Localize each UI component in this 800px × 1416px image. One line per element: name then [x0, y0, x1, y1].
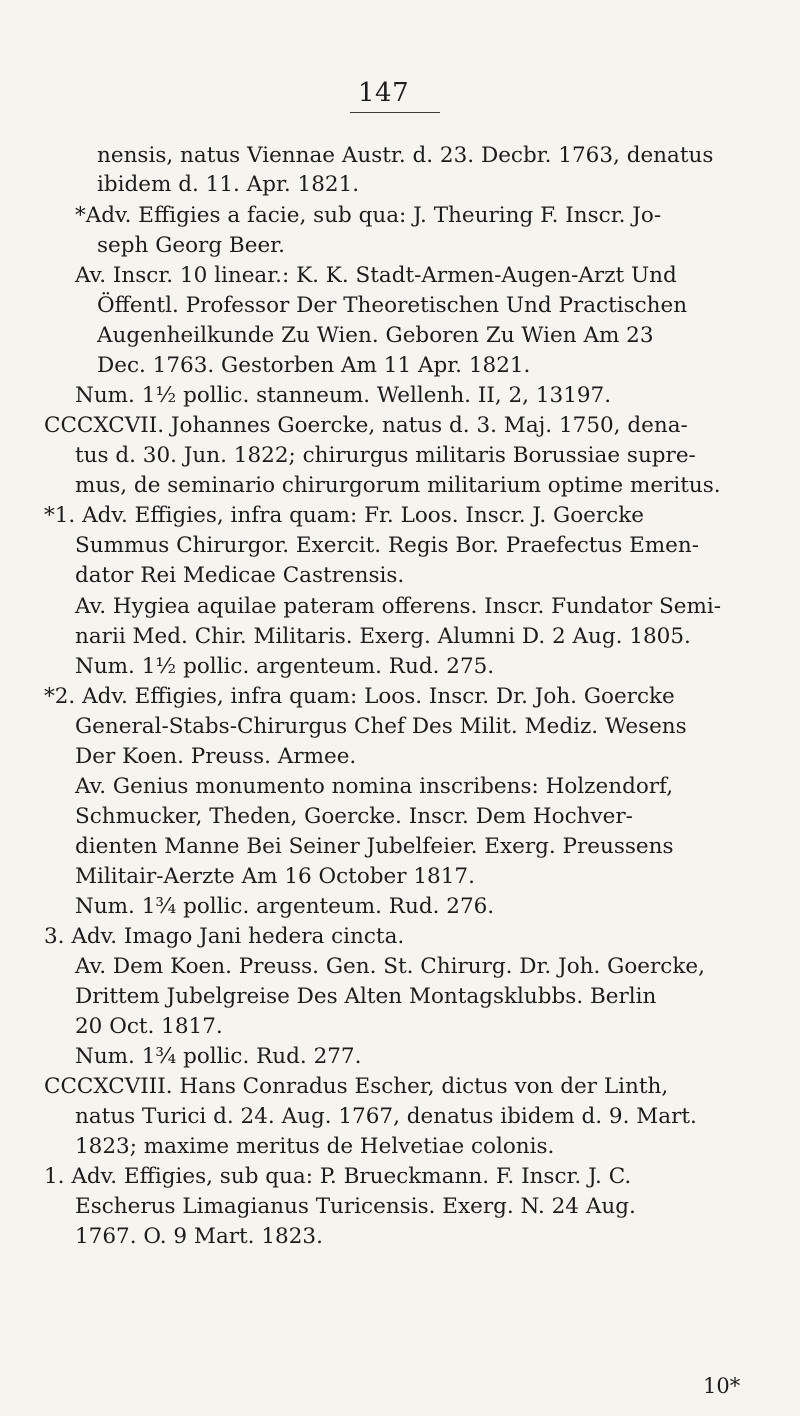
text-line: 1823; maxime meritus de Helvetiae colonis.	[75, 1134, 555, 1159]
text-line: 3. Adv. Imago Jani hedera cincta.	[44, 924, 405, 949]
text-line: Av. Hygiea aquilae pateram offerens. Inscr. Fundator Semi-	[75, 594, 722, 619]
text-line: mus, de seminario chirurgorum militarium optime meritus.	[75, 473, 721, 498]
text-line: Schmucker, Theden, Goercke. Inscr. Dem Hochver-	[75, 804, 633, 829]
text-line: Av. Genius monumento nomina inscribens: Holzendorf,	[75, 774, 674, 799]
text-line: 20 Oct. 1817.	[75, 1014, 223, 1039]
page-number: 147	[358, 78, 410, 108]
text-line: *2. Adv. Effigies, infra quam: Loos. Inscr. Dr. Joh. Goercke	[44, 684, 675, 709]
text-line: Drittem Jubelgreise Des Alten Montagsklubbs. Berlin	[75, 984, 657, 1009]
text-line: dator Rei Medicae Castrensis.	[75, 563, 405, 588]
text-line: *1. Adv. Effigies, infra quam: Fr. Loos. Inscr. J. Goercke	[44, 503, 644, 528]
text-line: Num. 1½ pollic. argenteum. Rud. 275.	[75, 654, 495, 679]
text-line: seph Georg Beer.	[97, 233, 285, 258]
text-line: natus Turici d. 24. Aug. 1767, denatus ibidem d. 9. Mart.	[75, 1104, 697, 1129]
section-heading-line: CCCXCVII. Johannes Goercke, natus d. 3. Maj. 1750, dena-	[44, 413, 688, 438]
text-line: 1. Adv. Effigies, sub qua: P. Brueckmann. F. Inscr. J. C.	[44, 1164, 632, 1189]
text-line: Num. 1¾ pollic. Rud. 277.	[75, 1044, 362, 1069]
text-line: Augenheilkunde Zu Wien. Geboren Zu Wien Am 23	[97, 323, 654, 348]
section-heading-line: CCCXCVIII. Hans Conradus Escher, dictus von der Linth,	[44, 1074, 669, 1099]
text-line: Dec. 1763. Gestorben Am 11 Apr. 1821.	[97, 353, 531, 378]
text-line: dienten Manne Bei Seiner Jubelfeier. Exerg. Preussens	[75, 834, 674, 859]
text-line: Der Koen. Preuss. Armee.	[75, 744, 357, 769]
text-line: Av. Inscr. 10 linear.: K. K. Stadt-Armen-Augen-Arzt Und	[75, 263, 677, 288]
text-line: Av. Dem Koen. Preuss. Gen. St. Chirurg. Dr. Joh. Goercke,	[75, 954, 705, 979]
text-line: nensis, natus Viennae Austr. d. 23. Decbr. 1763, denatus	[97, 143, 714, 168]
text-line: Num. 1¾ pollic. argenteum. Rud. 276.	[75, 894, 495, 919]
text-line: General-Stabs-Chirurgus Chef Des Milit. Mediz. Wesens	[75, 714, 687, 739]
text-line: tus d. 30. Jun. 1822; chirurgus militaris Borussiae supre-	[75, 443, 696, 468]
text-line: ibidem d. 11. Apr. 1821.	[97, 172, 360, 197]
text-line: *Adv. Effigies a facie, sub qua: J. Theuring F. Inscr. Jo-	[75, 203, 662, 228]
text-line: Num. 1½ pollic. stanneum. Wellenh. II, 2, 13197.	[75, 383, 612, 408]
text-line: 1767. O. 9 Mart. 1823.	[75, 1224, 323, 1249]
text-line: Escherus Limagianus Turicensis. Exerg. N. 24 Aug.	[75, 1194, 636, 1219]
text-line: Öffentl. Professor Der Theoretischen Und Practischen	[97, 293, 688, 318]
text-line: Militair-Aerzte Am 16 October 1817.	[75, 864, 475, 889]
signature-mark: 10*	[703, 1374, 741, 1398]
text-line: Summus Chirurgor. Exercit. Regis Bor. Praefectus Emen-	[75, 533, 700, 558]
text-line: narii Med. Chir. Militaris. Exerg. Alumni D. 2 Aug. 1805.	[75, 624, 691, 649]
